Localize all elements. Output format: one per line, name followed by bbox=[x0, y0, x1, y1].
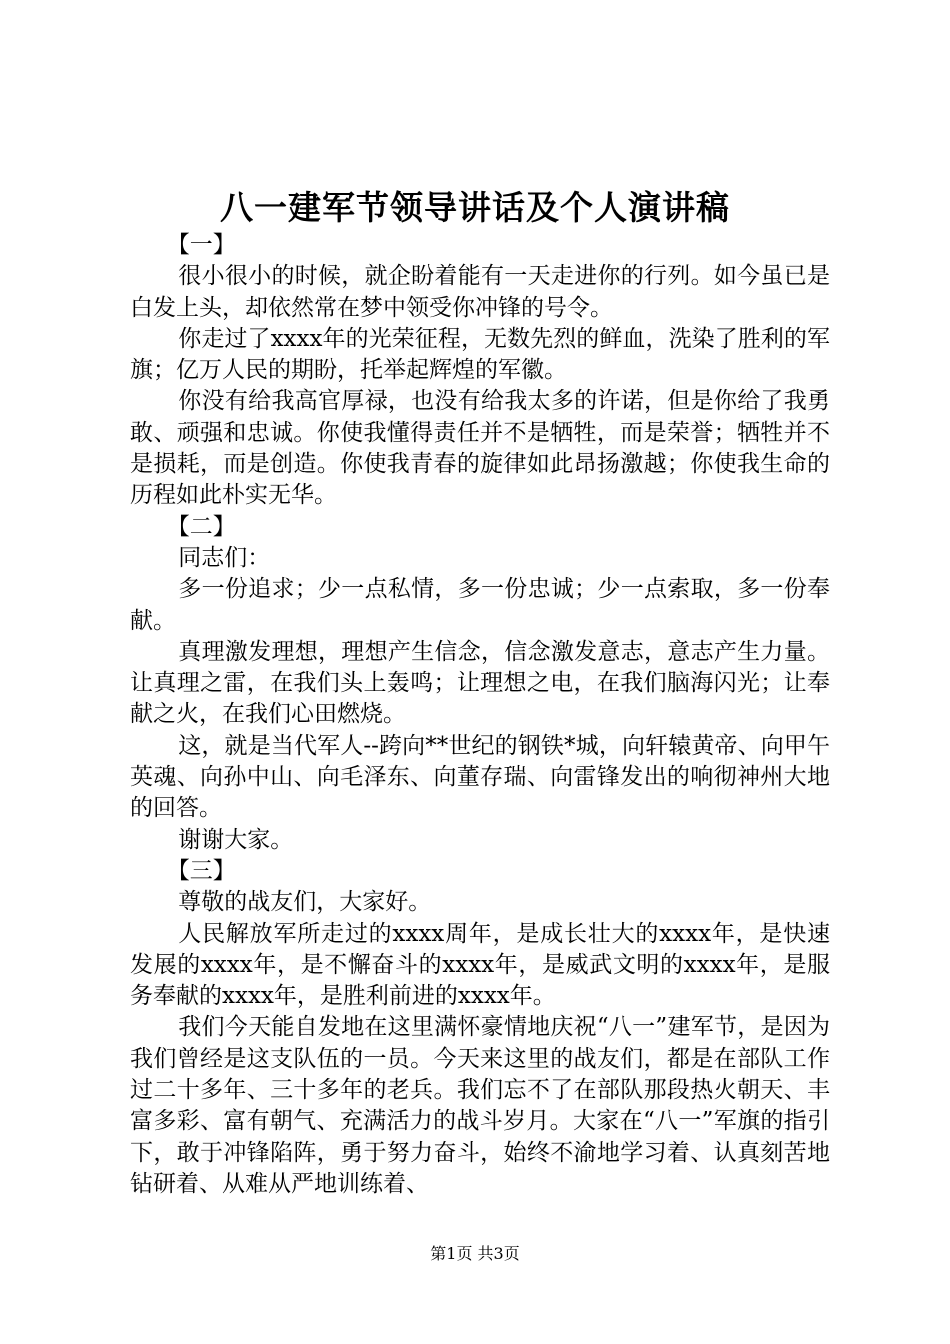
paragraph: 很小很小的时候，就企盼着能有一天走进你的行列。如今虽已是白发上头，却依然常在梦中领受你冲锋的号令。 bbox=[130, 263, 830, 321]
document-title: 八一建军节领导讲话及个人演讲稿 bbox=[220, 188, 730, 227]
document-body bbox=[130, 230, 830, 1200]
paragraph: 你没有给我高官厚禄，也没有给我太多的许诺，但是你给了我勇敢、顽强和忠诚。你使我懂得责任并不是牺牲，而是荣誉；牺牲并不是损耗，而是创造。你使我青春的旋律如此昂扬激越；你使我生命的历程如此朴实无华。 bbox=[130, 388, 830, 509]
section-heading: 【二】 bbox=[166, 513, 236, 540]
paragraph: 同志们： bbox=[178, 544, 271, 571]
section-heading: 【一】 bbox=[166, 232, 236, 258]
paragraph: 谢谢大家。 bbox=[178, 826, 294, 853]
paragraph: 我们今天能自发地在这里满怀豪情地庆祝“八一”建军节，是因为我们曾经是这支队伍的一员。今天来这里的战友们，都是在部队工作过二十多年、三十多年的老兵。我们忘不了在部队那段热火朝天、丰富多彩、富有朝气、充满活力的战斗岁月。大家在“八一”军旗的指引下，敢于冲锋陷阵，勇于努力奋斗，始终不渝地学习着、认真刻苦地钻研着、从难从严地训练着、 bbox=[130, 1014, 830, 1197]
paragraph: 尊敬的战友们，大家好。 bbox=[178, 889, 432, 916]
paragraph: 多一份追求；少一点私情，多一份忠诚；少一点索取，多一份奉献。 bbox=[130, 576, 830, 634]
paragraph: 人民解放军所走过的xxxx周年，是成长壮大的xxxx年，是快速发展的xxxx年，是不懈奋斗的xxxx年，是威武文明的xxxx年，是服务奉献的xxxx年，是胜利前进的xxxx年。 bbox=[130, 920, 830, 1010]
page-footer: 第1页 共3页 bbox=[430, 1244, 520, 1263]
paragraph: 真理激发理想，理想产生信念，信念激发意志，意志产生力量。让真理之雷，在我们头上轰鸣；让理想之电，在我们脑海闪光；让奉献之火，在我们心田燃烧。 bbox=[130, 638, 830, 728]
paragraph: 你走过了xxxx年的光荣征程，无数先烈的鲜血，洗染了胜利的军旗；亿万人民的期盼，托举起辉煌的军徽。 bbox=[130, 325, 830, 384]
paragraph: 这，就是当代军人--跨向**世纪的钢铁*城，向轩辕黄帝、向甲午英魂、向孙中山、向毛泽东、向董存瑞、向雷锋发出的响彻神州大地的回答。 bbox=[130, 732, 830, 822]
section-heading: 【三】 bbox=[166, 857, 236, 884]
